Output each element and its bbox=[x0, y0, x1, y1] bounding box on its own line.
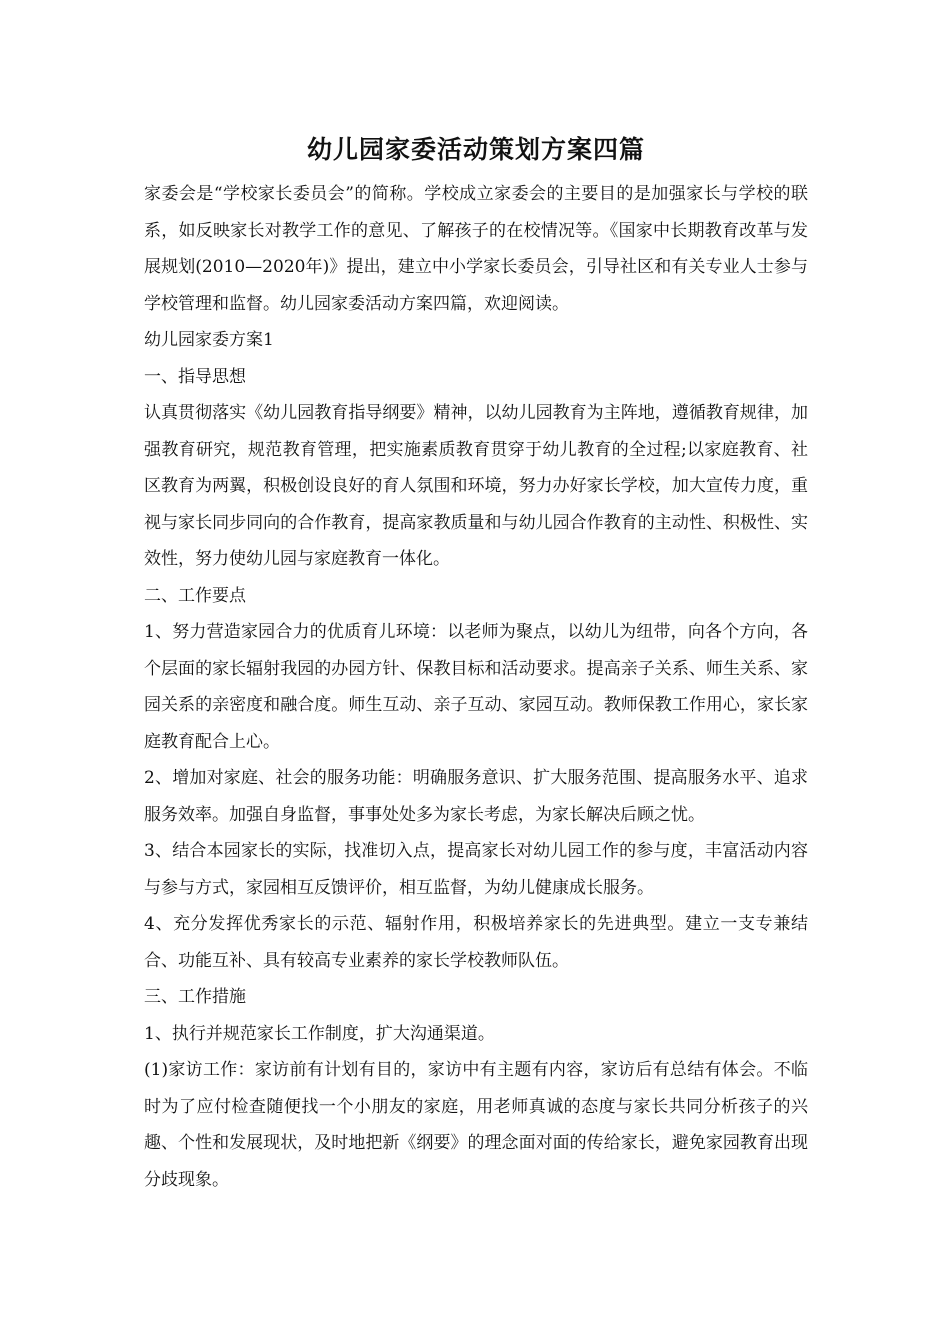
document-page bbox=[144, 130, 808, 1198]
intro-paragraph: 家委会是“学校家长委员会”的简称。学校成立家委会的主要目的是加强家长与学校的联系，如反映家长对教学工作的意见、了解孩子的在校情况等。《国家中长期教育改革与发展规划(2010—2020年)》提出，建立中小学家长委员会，引导社区和有关专业人士参与学校管理和监督。幼儿园家委活动方案四篇，欢迎阅读。 bbox=[144, 184, 808, 314]
section1-paragraph: 认真贯彻落实《幼儿园教育指导纲要》精神，以幼儿园教育为主阵地，遵循教育规律，加强教育研究，规范教育管理，把实施素质教育贯穿于幼儿教育的全过程;以家庭教育、社区教育为两翼，积极创设良好的育人氛围和环境，努力办好家长学校，加大宣传力度，重视与家长同步同向的合作教育，提高家教质量和与幼儿园合作教育的主动性、积极性、实效性，努力使幼儿园与家庭教育一体化。 bbox=[144, 403, 808, 569]
section2-item-1: 1、努力营造家园合力的优质育儿环境：以老师为聚点，以幼儿为纽带，向各个方向，各个层面的家长辐射我园的办园方针、保教目标和活动要求。提高亲子关系、师生关系、家园关系的亲密度和融合度。师生互动、亲子互动、家园互动。教师保教工作用心，家长家庭教育配合上心。 bbox=[144, 622, 808, 752]
section2-heading: 二、工作要点 bbox=[144, 585, 246, 606]
section2-item-3: 3、结合本园家长的实际，找准切入点，提高家长对幼儿园工作的参与度，丰富活动内容与参与方式，家园相互反馈评价，相互监督，为幼儿健康成长服务。 bbox=[144, 841, 808, 898]
plan1-title: 幼儿园家委方案1 bbox=[144, 330, 274, 350]
section2-item-4: 4、充分发挥优秀家长的示范、辐射作用，积极培养家长的先进典型。建立一支专兼结合、功能互补、具有较高专业素养的家长学校教师队伍。 bbox=[144, 914, 808, 971]
section2-item-2: 2、增加对家庭、社会的服务功能：明确服务意识、扩大服务范围、提高服务水平、追求服务效率。加强自身监督，事事处处多为家长考虑，为家长解决后顾之忧。 bbox=[144, 768, 808, 825]
section3-heading: 三、工作措施 bbox=[144, 987, 246, 1007]
section3-item-1-sub-1: (1)家访工作：家访前有计划有目的，家访中有主题有内容，家访后有总结有体会。不临时为了应付检查随便找一个小朋友的家庭，用老师真诚的态度与家长共同分析孩子的兴趣、个性和发展现状，及时地把新《纲要》的理念面对面的传给家长，避免家园教育出现分歧现象。 bbox=[144, 1060, 808, 1190]
section1-heading: 一、指导思想 bbox=[144, 366, 246, 387]
document-title: 幼儿园家委活动策划方案四篇 bbox=[306, 135, 645, 164]
section3-item-1: 1、执行并规范家长工作制度，扩大沟通渠道。 bbox=[144, 1023, 495, 1044]
